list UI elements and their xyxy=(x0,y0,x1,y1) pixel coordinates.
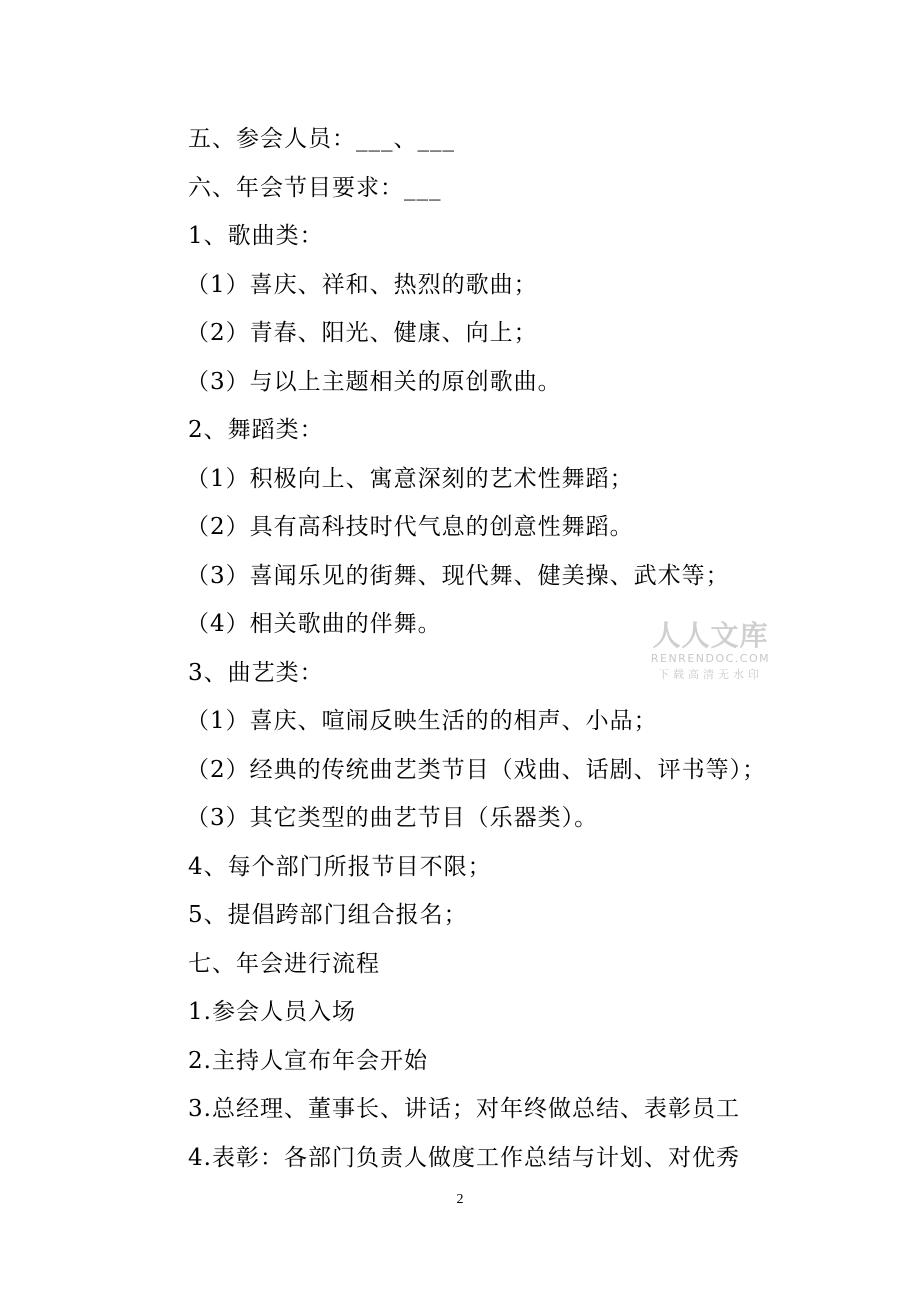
watermark-title: 人人文库 xyxy=(652,619,769,652)
section-heading-process: 七、年会进行流程 xyxy=(188,950,380,977)
section-heading-attendees: 五、参会人员：___、___ xyxy=(188,126,455,152)
process-step: 2.主持人宣布年会开始 xyxy=(188,1047,428,1074)
rule-item: 4、每个部门所报节目不限； xyxy=(188,853,492,880)
list-item: （2）青春、阳光、健康、向上； xyxy=(186,320,538,346)
page-number: 2 xyxy=(456,1192,464,1207)
list-item: （1）喜庆、祥和、热烈的歌曲； xyxy=(186,271,538,298)
process-step: 4.表彰：各部门负责人做度工作总结与计划、对优秀 xyxy=(188,1144,740,1171)
watermark-subtitle: 下载高清无水印 xyxy=(658,668,763,681)
list-item: （1）积极向上、寓意深刻的艺术性舞蹈； xyxy=(186,465,634,492)
list-item: （2）具有高科技时代气息的创意性舞蹈。 xyxy=(186,514,634,540)
category-folk-arts: 3、曲艺类： xyxy=(188,659,324,686)
rule-item: 5、提倡跨部门组合报名； xyxy=(188,902,468,928)
list-item: （1）喜庆、喧闹反映生活的的相声、小品； xyxy=(186,708,658,734)
list-item: （3）其它类型的曲艺节目（乐器类）。 xyxy=(186,805,599,831)
category-songs: 1、歌曲类： xyxy=(188,223,324,249)
process-step: 1.参会人员入场 xyxy=(188,999,356,1025)
section-heading-program-requirements: 六、年会节目要求：___ xyxy=(188,174,442,201)
list-item: （4）相关歌曲的伴舞。 xyxy=(186,611,442,637)
watermark-logo xyxy=(648,620,773,682)
list-item: （3）喜闻乐见的街舞、现代舞、健美操、武术等； xyxy=(186,562,730,589)
document-body xyxy=(188,115,888,1182)
process-step: 3.总经理、董事长、讲话；对年终做总结、表彰员工 xyxy=(188,1096,740,1122)
list-item: （3）与以上主题相关的原创歌曲。 xyxy=(186,368,562,395)
list-item: （2）经典的传统曲艺类节目（戏曲、话剧、评书等）； xyxy=(186,756,767,783)
category-dance: 2、舞蹈类： xyxy=(188,417,324,443)
watermark-domain: RENRENDOC.COM xyxy=(650,652,771,665)
